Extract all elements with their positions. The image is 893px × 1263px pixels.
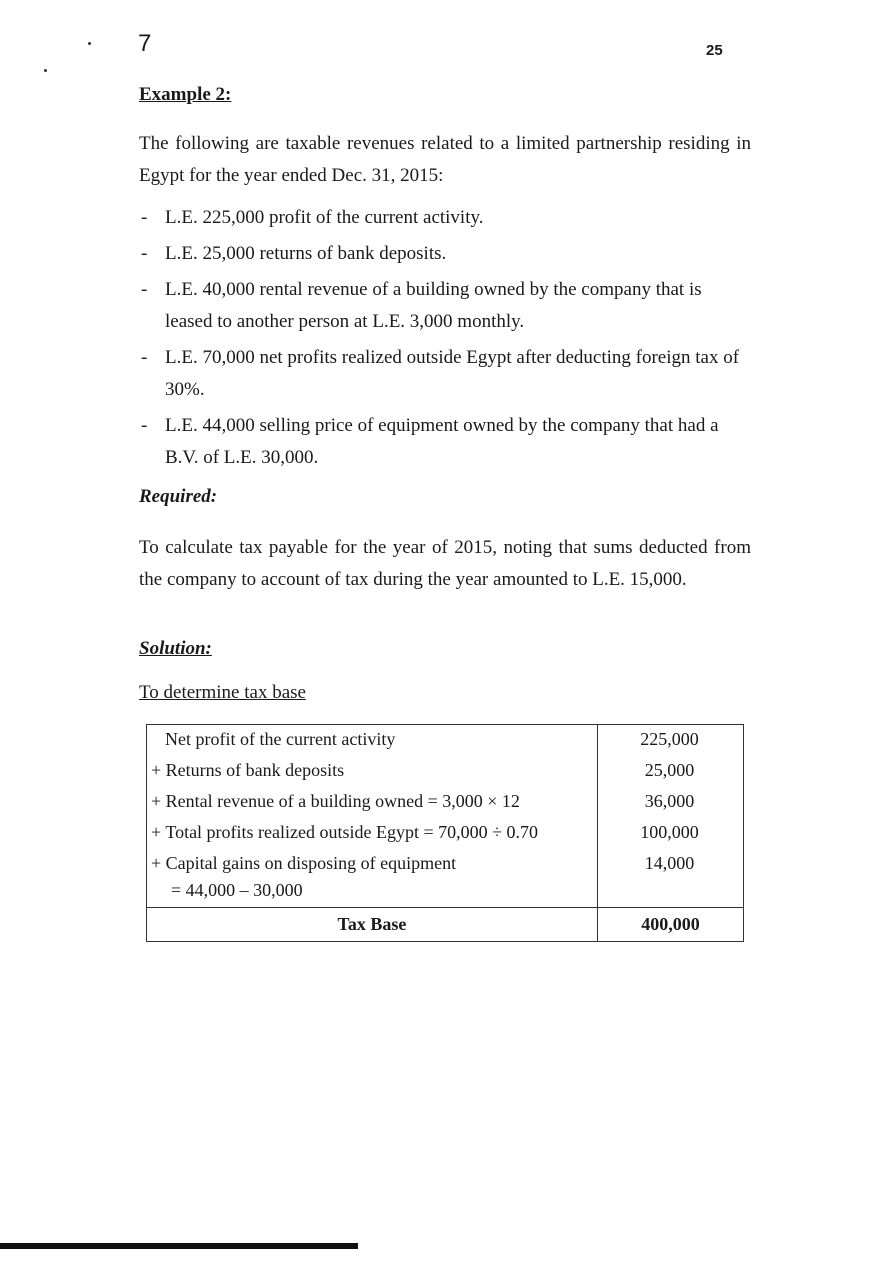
intro-paragraph: The following are taxable revenues related to a limited partnership residing in Egypt for the year ended Dec. 31, 2015: bbox=[139, 133, 751, 186]
row-description-line2: = 44,000 – 30,000 bbox=[171, 880, 303, 900]
total-label: Tax Base bbox=[147, 908, 598, 942]
list-item: - L.E. 44,000 selling price of equipment owned by the company that had a B.V. of L.E. 30,000. bbox=[139, 410, 753, 474]
table-row bbox=[147, 725, 744, 757]
total-row bbox=[147, 908, 744, 942]
row-description: Net profit of the current activity bbox=[147, 725, 598, 757]
required-label: Required: bbox=[139, 486, 218, 507]
scan-speck bbox=[88, 42, 91, 45]
table-row bbox=[147, 787, 744, 818]
list-item: - L.E. 225,000 profit of the current activity. bbox=[139, 202, 753, 234]
row-description: + Returns of bank deposits bbox=[147, 756, 598, 787]
solution-label: Solution: bbox=[139, 638, 212, 659]
chapter-number: 7 bbox=[138, 30, 152, 57]
row-description: + Total profits realized outside Egypt = 70,000 ÷ 0.70 bbox=[147, 818, 598, 849]
table-row bbox=[147, 849, 744, 908]
list-item: - L.E. 70,000 net profits realized outside Egypt after deducting foreign tax of 30%. bbox=[139, 342, 753, 406]
row-amount: 36,000 bbox=[597, 787, 743, 818]
required-text: To calculate tax payable for the year of 2015, noting that sums deducted from the company to account of tax during the year amounted to L.E. 15,000. bbox=[139, 537, 751, 590]
row-description-line1: + Capital gains on disposing of equipment bbox=[151, 853, 457, 873]
scan-speck bbox=[44, 69, 47, 72]
page-number: 25 bbox=[706, 42, 723, 59]
list-item: - L.E. 25,000 returns of bank deposits. bbox=[139, 238, 753, 270]
row-amount: 100,000 bbox=[597, 818, 743, 849]
row-amount: 225,000 bbox=[597, 725, 743, 757]
row-description bbox=[147, 849, 598, 908]
total-value: 400,000 bbox=[597, 908, 743, 942]
table-row bbox=[147, 818, 744, 849]
table-row bbox=[147, 756, 744, 787]
tax-base-subheading: To determine tax base bbox=[139, 682, 306, 703]
row-amount: 25,000 bbox=[597, 756, 743, 787]
tax-base-table bbox=[146, 724, 744, 942]
scan-edge-bar bbox=[0, 1243, 358, 1249]
list-item: - L.E. 40,000 rental revenue of a building owned by the company that is leased to another person at L.E. 3,000 monthly. bbox=[139, 274, 753, 338]
revenue-list bbox=[139, 202, 753, 478]
example-title: Example 2: bbox=[139, 84, 232, 105]
row-description: + Rental revenue of a building owned = 3,000 × 12 bbox=[147, 787, 598, 818]
row-amount: 14,000 bbox=[597, 849, 743, 908]
